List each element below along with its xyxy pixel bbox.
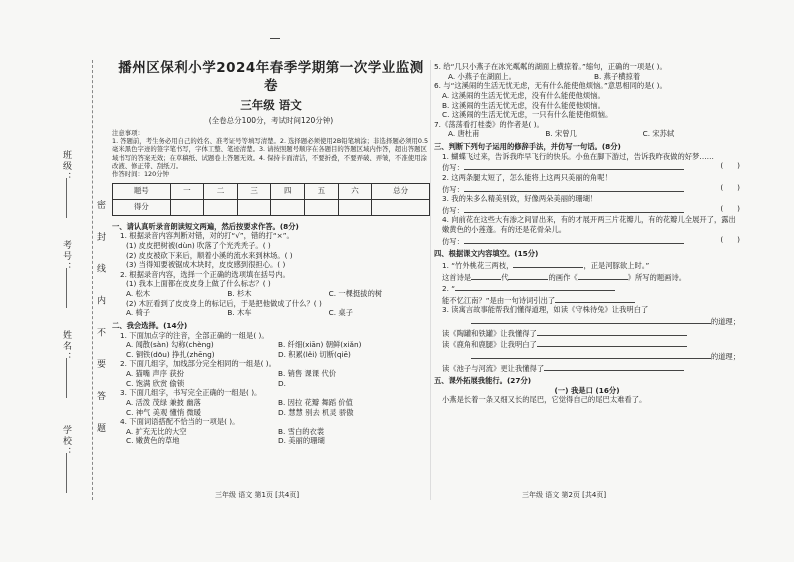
option-a: A. 唐杜甫 <box>448 129 480 139</box>
exam-number-field-label: 考号： <box>61 240 71 273</box>
score-header-cell: 总分 <box>372 183 430 199</box>
option-a: A. 闻散(sàn) 勾称(chèng) <box>126 340 214 350</box>
fill-1-text: 1. “竹外桃花三两枝， <box>442 260 514 270</box>
imitate-4-row: 仿写： ( ) <box>442 234 740 246</box>
choice-4: 4. 下面词语搭配不恰当的一项是( )。 <box>120 417 240 427</box>
section-1-heading: 一、请认真听录音朗读短文两遍，然后按要求作答。(8分) <box>112 221 299 231</box>
option-c: C. 宋苏轼 <box>642 129 675 139</box>
name-field-label: 姓名： <box>61 330 71 363</box>
fill-3-row <box>442 315 740 327</box>
notes-title: 注意事项： <box>112 128 144 137</box>
fill-1-row-2 <box>442 271 740 283</box>
option-b: B. 纤细(xiān) 朝鲜(xiǎn) <box>278 340 362 350</box>
option-c: C. 一棵挺拔的树 <box>328 289 383 299</box>
reading-1-text: 小燕是长着一条又细又长的尾巴，它觉得自己的尾巴太难看了。 <box>442 395 647 405</box>
question-2-1: (1) 我本上面都在皮皮身上做了什么标志？( ) <box>126 279 271 289</box>
imitate-4-input[interactable] <box>464 235 684 244</box>
imitate-3-input[interactable] <box>464 204 684 213</box>
option-b: B. 雪白的衣裳 <box>278 426 325 436</box>
option-b: B. 燕子横掠着 <box>594 71 641 81</box>
fill-1-text-f: 》所写的题画诗。 <box>627 272 687 282</box>
option-d: D. 美丽的珊瑚 <box>278 436 325 446</box>
score-table-header-row <box>113 183 430 199</box>
score-cell[interactable] <box>237 199 271 215</box>
rhetoric-3: 3. 我的朱多么精美别致，好像两朵美丽的珊瑚！ <box>442 194 598 204</box>
score-header-cell: 二 <box>204 183 238 199</box>
section-3-heading: 三、判断下列句子运用的修辞手法，并仿写一句话。(8分) <box>434 142 621 151</box>
fill-2-input[interactable] <box>455 282 535 291</box>
class-field-label: 班级： <box>61 150 71 183</box>
page-divider <box>430 60 431 500</box>
top-dash <box>270 38 280 39</box>
option-a: A. 活泼 茂绿 兼披 幽落 <box>126 397 201 407</box>
choice-2-options-2 <box>126 379 430 389</box>
fill-painting-input[interactable] <box>578 271 628 280</box>
choice-1-options <box>126 340 430 350</box>
fill-3-text-d: 读《鹿角和鹿腿》让我明白了 <box>442 340 537 350</box>
fill-2-input-c[interactable] <box>555 294 635 303</box>
imitate-label: 仿写： <box>442 205 464 215</box>
option-b: B. 销售 课课 代价 <box>278 369 337 379</box>
section-2-heading: 二、我会选择。(14分) <box>112 320 188 330</box>
imitate-1-row: 仿写： ( ) <box>442 161 740 173</box>
option-c: C. 桌子 <box>328 308 353 318</box>
fill-3-input-c[interactable] <box>537 327 687 336</box>
right-page <box>434 62 740 405</box>
imitate-3-row: 仿写： ( ) <box>442 203 740 215</box>
imitate-2-input[interactable] <box>464 183 684 192</box>
left-page-footer: 三年级 语文 第1页 [共4页] <box>215 491 300 499</box>
choice-7: 7.《荡荡看打桂娄》的作者是( )。 <box>434 119 544 129</box>
school-field[interactable] <box>66 453 67 493</box>
fill-3-row-c <box>442 327 740 339</box>
choice-5: 5. 给“几只小燕子在冰光粼粼的湖面上横掠着。”缩句，正确的一项是( )。 <box>434 62 667 71</box>
rhetoric-4: 4. 向前花在这些大有渗之间冒出来，有的才展开两三片花瓣儿，有的花瓣儿全展开了，露出嫩黄色的小莲蓬。有的还是花骨朵儿。 <box>442 215 736 234</box>
option-b: B. 宋曾几 <box>545 129 577 139</box>
fill-3-row-f <box>442 362 740 374</box>
score-cell[interactable] <box>338 199 372 215</box>
rhetoric-1: 1. 蝴蝶飞过来，告诉我昨早飞行的快乐。小鱼在脚下游过，告诉我昨夜做的好梦…… <box>442 151 714 161</box>
option-d: D. <box>278 378 286 388</box>
score-cell[interactable] <box>372 199 430 215</box>
exam-meta: (全卷总分100分，考试时间120分钟) <box>208 115 334 125</box>
choice-2: 2. 下面几组字，加线部分完全相同的一组是( )。 <box>120 359 276 369</box>
fill-1-text-c: 这首诗是 <box>442 272 472 282</box>
school-field-label: 学校： <box>61 425 71 458</box>
score-cell[interactable] <box>204 199 238 215</box>
imitate-label: 仿写： <box>442 163 464 173</box>
option-a: A. 扩充无比的大空 <box>126 426 187 436</box>
score-cell[interactable] <box>170 199 204 215</box>
reading-1-heading: (一) 我是口 (16分) <box>554 385 620 395</box>
fill-2-input-b[interactable] <box>535 282 615 291</box>
choice-2-options <box>126 369 430 379</box>
choice-3: 3. 下面几组字，书写完全正确的一组是( )。 <box>120 388 262 398</box>
option-d: D. 慧慧 别去 机灵 骄傲 <box>278 407 354 417</box>
choice-6: 6. 与“这溪闹的生活无忧无虑，无有什么能使他烦恼。”意思相同的是( )。 <box>434 81 667 91</box>
question-2: 2. 根据录音内容，选择一个正确的选项填在括号内。 <box>120 269 290 279</box>
fill-1-text-e: 的画作《 <box>548 272 578 282</box>
fill-3-text-c: 读《陶罐和铁罐》让我懂得了 <box>442 328 537 338</box>
question-1-3: (3) 当得知要被锯成木块时，皮皮感到很担心。( ) <box>126 260 286 270</box>
option-b: B. 因拉 花瓣 舞蹈 价值 <box>278 397 353 407</box>
left-page <box>112 54 430 446</box>
fill-2-text: 2. “ <box>442 284 456 294</box>
choice-3-options <box>126 398 430 408</box>
choice-4-options-2 <box>126 436 430 446</box>
imitate-label: 仿写： <box>442 236 464 246</box>
choice-6-option-a: A. 这溪闹的生活无忧无虑，没有什么能使他烦恼。 <box>442 90 605 100</box>
question-1-1: (1) 皮皮把树被(dùn) 吹落了个光秃秃子。( ) <box>126 240 271 250</box>
fill-dynasty-input[interactable] <box>471 271 501 280</box>
fill-2-row <box>442 282 740 294</box>
option-a: A. 椅子 <box>126 308 151 318</box>
fill-3-row-e <box>442 350 740 362</box>
fill-3-input-f[interactable] <box>544 362 684 371</box>
choice-7-options <box>448 129 740 139</box>
seal-line <box>92 60 93 500</box>
seal-notice: 密 封 线 内 不 要 答 题 <box>95 200 105 443</box>
option-a: A. 小燕子在湖面上。 <box>448 71 516 81</box>
score-cell[interactable] <box>271 199 305 215</box>
fill-3-input-e[interactable] <box>471 350 711 359</box>
choice-1-options-2 <box>126 350 430 360</box>
fill-3: 3. 读寓言故事能帮我们懂得道理，如读《守株待兔》让我明白了 <box>442 305 649 315</box>
name-field[interactable] <box>66 358 67 398</box>
choice-4-options <box>126 427 430 437</box>
choice-1: 1. 下面加点字的注音，全部正确的一组是( )。 <box>120 330 269 340</box>
question-2-1-options <box>126 289 430 299</box>
score-header-cell: 四 <box>271 183 305 199</box>
score-table <box>112 183 430 216</box>
question-2-2: (2) 木匠看到了皮皮身上的标记后，于是把他做成了什么？( ) <box>126 298 322 308</box>
option-c: C. 饱满 欣赏 偷锁 <box>126 378 185 388</box>
option-c: C. 嫩黄色的草地 <box>126 436 180 446</box>
fill-3-row-d <box>442 338 740 350</box>
fill-1-text-b: ，正是河豚欲上时。” <box>583 260 650 270</box>
rhetoric-2: 2. 这两条腿太短了，怎么能将上这两只美丽的角呢！ <box>442 172 612 182</box>
fill-1-text-d: 代 <box>501 272 509 282</box>
exam-title: 播州区保利小学2024年春季学期第一次学业监测卷 <box>118 60 424 94</box>
fill-3-text-f: 读《池子与河流》更让我懂得了 <box>442 363 545 373</box>
option-c: C. 铜铁(dōu) 挣扎(zhēng) <box>126 349 215 359</box>
option-a: A. 松木 <box>126 289 151 299</box>
fill-1-input[interactable] <box>513 259 583 268</box>
score-header-cell: 题号 <box>113 183 171 199</box>
option-b: B. 木车 <box>227 308 252 318</box>
score-row-label: 得分 <box>113 199 171 215</box>
question-1: 1. 根据录音内容判断对错，对的打“√”，错的打“×”。 <box>120 231 294 241</box>
fill-3-input-d[interactable] <box>537 338 687 347</box>
fill-3-text-b: 的道理； <box>710 317 740 326</box>
choice-6-option-c: C. 这溪闹的生活无忧无虑，一只有什么能使他烦恼。 <box>442 110 613 120</box>
notes-text: 1. 答题前，考生务必用自己的姓名、准考证号等填写清楚。2. 选择题必须使用2B铅笔填涂；非选择题必须用0.5毫米黑色字迹的签字笔书写，字体工整、笔迹清楚。3. 请按照题号顺序在各题目的答题区域内作答，超出答题区域书写的答案无效；在草稿纸、试题卷上答题无效。4. 保持卡面清洁，不要折叠，不要弄破、弄皱，不准使用涂改液、修正带、刮纸刀。 <box>112 137 429 170</box>
option-b: B. 杉木 <box>227 289 252 299</box>
choice-6-option-b: B. 这溪闹的生活无忧无虑，没有什么能使他烦恼。 <box>442 100 605 110</box>
fill-author-input[interactable] <box>508 271 548 280</box>
score-header-cell: 一 <box>170 183 204 199</box>
binding-margin <box>0 0 110 562</box>
score-table-row <box>113 199 430 215</box>
section-4-heading: 四、根据课文内容填空。(15分) <box>434 249 539 259</box>
question-2-2-options <box>126 308 430 318</box>
score-header-cell: 五 <box>305 183 339 199</box>
score-header-cell: 六 <box>338 183 372 199</box>
imitate-2-row: 仿写： ( ) <box>442 182 740 194</box>
exam-number-field[interactable] <box>66 268 67 308</box>
class-field[interactable] <box>66 178 67 218</box>
right-page-footer: 三年级 语文 第2页 [共4页] <box>522 491 607 499</box>
question-1-2: (2) 皮皮被砍下来后，顺着小溪的流水来到林场。( ) <box>126 250 293 260</box>
score-cell[interactable] <box>305 199 339 215</box>
fill-3-text-e: 的道理； <box>710 351 740 361</box>
option-c: C. 神气 美观 懂悄 微暖 <box>126 407 202 417</box>
option-a: A. 猫嘴 声序 获扮 <box>126 369 184 379</box>
notes-time: 作答时间：120分钟 <box>112 170 169 179</box>
fill-2-text-b: 能不忆江南？”是由一句诗词引出了 <box>442 295 556 305</box>
option-d: D. 积累(lěi) 切断(qiē) <box>278 349 351 359</box>
exam-subtitle: 三年级 语文 <box>240 97 302 112</box>
imitate-1-input[interactable] <box>464 161 684 170</box>
fill-3-input[interactable] <box>471 315 711 324</box>
section-5-heading: 五、课外拓展我能行。(27分) <box>434 376 532 386</box>
imitate-label: 仿写： <box>442 184 464 194</box>
choice-3-options-2 <box>126 408 430 418</box>
fill-2-row-2 <box>442 294 740 306</box>
score-header-cell: 三 <box>237 183 271 199</box>
choice-5-options <box>448 72 740 82</box>
fill-1-row <box>442 259 740 271</box>
